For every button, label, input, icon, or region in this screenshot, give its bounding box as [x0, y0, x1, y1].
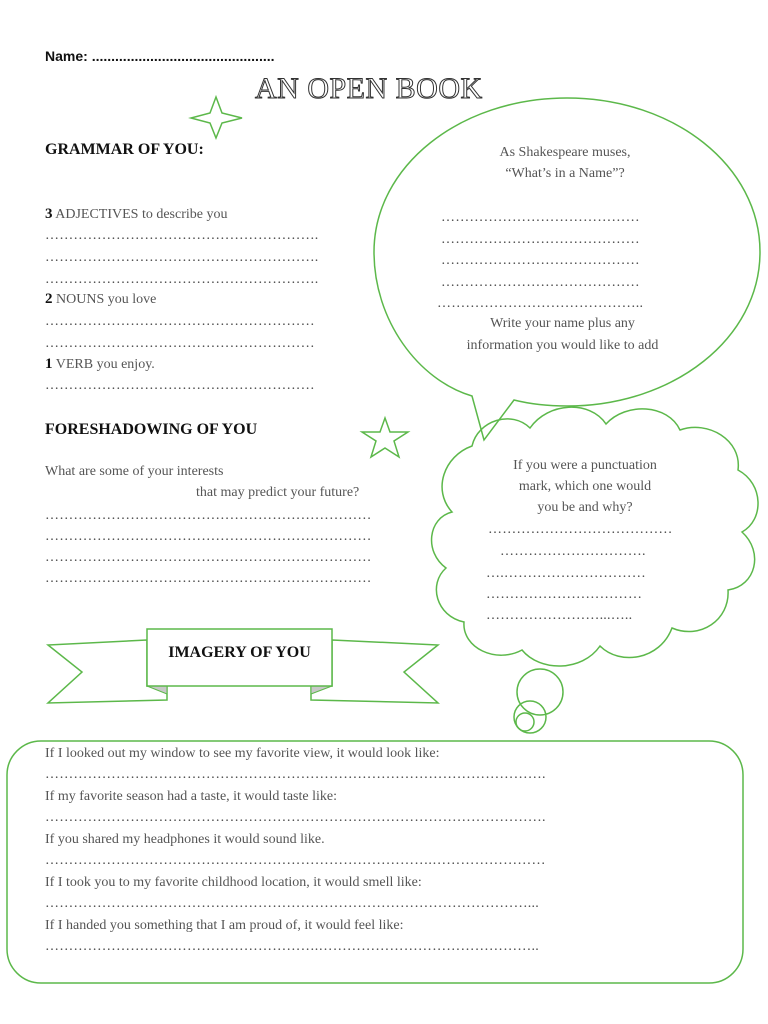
punctuation-line-1[interactable]: ………………………………… [488, 522, 673, 537]
imagery-line-4[interactable]: …………………………………………………………………………………………... [45, 896, 539, 911]
adjective-line-3[interactable]: …………………………………………………. [45, 272, 319, 287]
grammar-heading: GRAMMAR OF YOU: [45, 141, 204, 158]
foreshadowing-line-3[interactable]: …………………………………………………………… [45, 550, 372, 565]
foreshadowing-heading: FORESHADOWING OF YOU [45, 421, 258, 438]
imagery-prompt-4: If I took you to my favorite childhood location, it would smell like: [45, 875, 422, 890]
name-answer-line-4[interactable]: …………………………………… [441, 275, 640, 290]
noun-line-2[interactable]: ………………………………………………… [45, 336, 315, 351]
punctuation-line-2[interactable]: …………………………. [500, 544, 646, 559]
adjective-line-2[interactable]: …………………………………………………. [45, 250, 319, 265]
verb-prompt [45, 356, 155, 373]
imagery-line-2[interactable]: ……………………………………………………………………………………………. [45, 810, 546, 825]
imagery-line-3[interactable]: ……………………………………………………………………….…………………… [45, 853, 546, 868]
name-label: Name: [45, 48, 92, 64]
verb-number: 1 [45, 356, 53, 372]
adjectives-text: ADJECTIVES to describe you [52, 207, 228, 222]
noun-line-1[interactable]: ………………………………………………… [45, 314, 315, 329]
thought-circle-small [516, 713, 534, 731]
adjectives-prompt [45, 206, 227, 223]
nouns-prompt [45, 291, 156, 308]
name-answer-line-2[interactable]: …………………………………… [441, 232, 640, 247]
imagery-prompt-5: If I handed you something that I am proud of, it would feel like: [45, 918, 404, 933]
thought-bubble-line-3: you be and why? [537, 500, 633, 515]
five-point-star-icon [362, 418, 408, 457]
name-answer-line-3[interactable]: …………………………………… [441, 253, 640, 268]
imagery-line-1[interactable]: ……………………………………………………………………………………………. [45, 767, 546, 782]
foreshadowing-question-1: What are some of your interests [45, 464, 224, 479]
punctuation-line-4[interactable]: …………………………… [486, 587, 643, 602]
speech-bubble-prompt-2: information you would like to add [466, 338, 659, 353]
thought-bubble-line-2: mark, which one would [518, 479, 652, 494]
adjective-line-1[interactable]: …………………………………………………. [45, 228, 319, 243]
nouns-number: 2 [45, 291, 53, 307]
thought-circle-large [517, 669, 563, 715]
verb-text: VERB you enjoy. [52, 357, 155, 372]
imagery-line-5[interactable]: ………………………………………………….……………………………………….. [45, 939, 539, 954]
foreshadowing-line-1[interactable]: …………………………………………………………… [45, 508, 372, 523]
verb-line-1[interactable]: ………………………………………………… [45, 378, 315, 393]
imagery-prompt-3: If you shared my headphones it would sound like. [45, 832, 325, 847]
thought-bubble-line-1: If you were a punctuation [513, 458, 657, 473]
imagery-prompt-1: If I looked out my window to see my favorite view, it would look like: [45, 746, 440, 761]
name-answer-line-5[interactable]: …………………………………….. [437, 296, 644, 311]
speech-bubble-prompt-1: Write your name plus any [490, 316, 635, 331]
name-line [45, 48, 275, 64]
foreshadowing-line-4[interactable]: …………………………………………………………… [45, 571, 372, 586]
page-title: AN OPEN BOOK [255, 72, 483, 105]
name-answer-line-1[interactable]: …………………………………… [441, 210, 640, 225]
speech-bubble-line-1: As Shakespeare muses, [499, 145, 631, 160]
punctuation-line-3[interactable]: ….………………………… [486, 566, 646, 581]
punctuation-line-5[interactable]: ……………………...….. [486, 608, 633, 623]
adjectives-number: 3 [45, 206, 53, 222]
imagery-banner-label: IMAGERY OF YOU [168, 644, 311, 661]
nouns-text: NOUNS you love [52, 292, 157, 307]
name-dots[interactable]: ............................................... [91, 48, 275, 64]
imagery-prompt-2: If my favorite season had a taste, it would taste like: [45, 789, 337, 804]
sparkle-star-icon [191, 97, 242, 138]
speech-bubble-line-2: “What’s in a Name”? [505, 166, 625, 181]
foreshadowing-question-2: that may predict your future? [196, 485, 360, 500]
foreshadowing-line-2[interactable]: …………………………………………………………… [45, 529, 372, 544]
